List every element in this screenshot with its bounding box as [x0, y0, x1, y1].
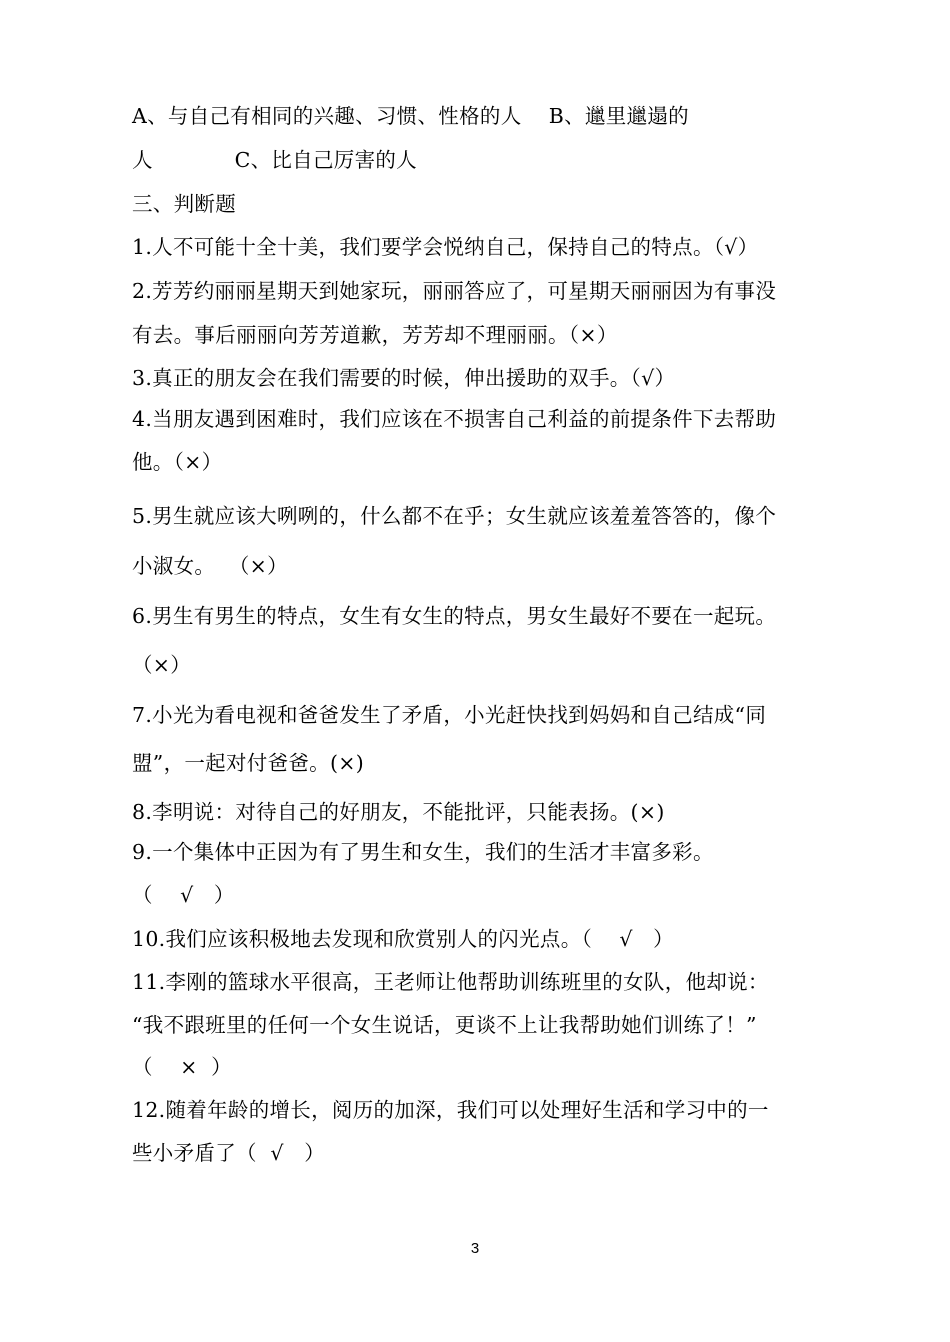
question-4-line-2: 他。（×） [132, 450, 223, 474]
question-11-line-1: 11.李刚的篮球水平很高，王老师让他帮助训练班里的女队，他却说： [132, 970, 769, 994]
question-12-line-1: 12.随着年龄的增长，阅历的加深，我们可以处理好生活和学习中的一 [132, 1098, 769, 1122]
question-2-line-2: 有去。事后丽丽向芳芳道歉，芳芳却不理丽丽。（×） [132, 323, 618, 347]
question-7-line-1: 7.小光为看电视和爸爸发生了矛盾，小光赶快找到妈妈和自己结成“同 [132, 703, 767, 727]
option-line-c: 人 C、比自己厉害的人 [132, 148, 417, 172]
question-4-line-1: 4.当朋友遇到困难时，我们应该在不损害自己利益的前提条件下去帮助 [132, 407, 777, 431]
section-heading: 三、判断题 [132, 192, 236, 216]
question-2-line-1: 2.芳芳约丽丽星期天到她家玩，丽丽答应了，可星期天丽丽因为有事没 [132, 279, 777, 303]
question-10: 10.我们应该积极地去发现和欣赏别人的闪光点。（ √ ） [132, 927, 674, 951]
question-11-line-3: （ × ） [132, 1055, 232, 1079]
question-3: 3.真正的朋友会在我们需要的时候，伸出援助的双手。（√） [132, 366, 676, 390]
question-6-line-1: 6.男生有男生的特点，女生有女生的特点，男女生最好不要在一起玩。 [132, 604, 777, 628]
question-9-line-1: 9.一个集体中正因为有了男生和女生，我们的生活才丰富多彩。 [132, 840, 714, 864]
question-9-line-2: （ √ ） [132, 883, 235, 907]
question-5-line-1: 5.男生就应该大咧咧的，什么都不在乎；女生就应该羞羞答答的，像个 [132, 504, 777, 528]
question-11-line-2: “我不跟班里的任何一个女生说话，更谈不上让我帮助她们训练了！” [132, 1013, 757, 1037]
question-1: 1.人不可能十全十美，我们要学会悦纳自己，保持自己的特点。（√） [132, 235, 759, 259]
question-7-line-2: 盟”，一起对付爸爸。(×) [132, 751, 365, 775]
option-line-ab: A、与自己有相同的兴趣、习惯、性格的人 B、邋里邋遢的 [132, 104, 689, 128]
question-6-line-2: （×） [132, 653, 192, 677]
question-8: 8.李明说：对待自己的好朋友，不能批评，只能表扬。(×) [132, 800, 665, 824]
page-number: 3 [470, 1240, 480, 1257]
question-12-line-2: 些小矛盾了（ √ ） [132, 1141, 326, 1165]
question-5-line-2: 小淑女。 （×） [132, 554, 288, 578]
